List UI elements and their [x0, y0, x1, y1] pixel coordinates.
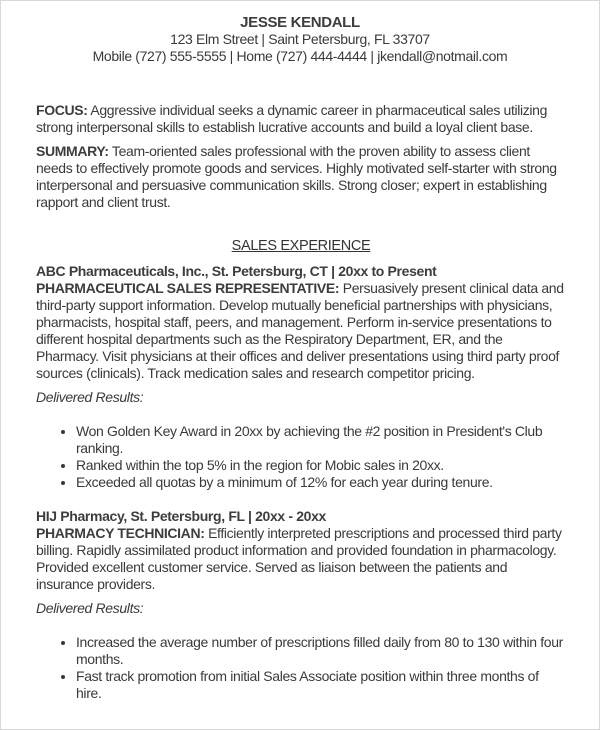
section-title: SALES EXPERIENCE	[231, 238, 371, 254]
contact-info: Mobile (727) 555-5555 | Home (727) 444-4444 | jkendall@notmail.com	[92, 48, 508, 64]
summary-paragraph	[36, 143, 566, 211]
summary-text: Team-oriented sales professional with the proven ability to assess client needs to effectively promote goods and services. Highly motivated self-starter with strong interpersonal and persuasive communication skills. Strong closer; expert in establishing rapport and client trust.	[36, 143, 557, 210]
job-employer: HIJ Pharmacy, St. Petersburg, FL | 20xx - 20xx	[36, 508, 326, 524]
results-label: Delivered Results:	[36, 389, 144, 405]
results-list	[36, 634, 566, 702]
job-entry	[36, 263, 566, 491]
job-employer: ABC Pharmaceuticals, Inc., St. Petersburg, CT | 20xx to Present	[36, 263, 437, 279]
job-title: PHARMACEUTICAL SALES REPRESENTATIVE:	[36, 280, 340, 296]
result-item: • Won Golden Key Award in 20xx by achieving the #2 position in President's Club ranking.	[76, 423, 566, 457]
results-label: Delivered Results:	[36, 600, 144, 616]
focus-label: FOCUS:	[36, 102, 88, 118]
resume-body	[36, 102, 566, 702]
focus-text: Aggressive individual seeks a dynamic career in pharmaceutical sales utilizing strong interpersonal skills to establish lucrative accounts and build a loyal client base.	[36, 102, 548, 135]
job-description-text: Efficiently interpreted prescriptions and processed third party billing. Rapidly assimilated product information and provided foundation in pharmacology. Provided excellent customer service. Served as liaison between the patients and insurance providers.	[36, 525, 562, 592]
result-item: • Increased the average number of prescriptions filled daily from 80 to 130 within four months.	[76, 634, 566, 668]
results-list	[36, 423, 566, 491]
job-title: PHARMACY TECHNICIAN:	[36, 525, 205, 541]
job-description	[36, 525, 566, 593]
result-item: • Ranked within the top 5% in the region for Mobic sales in 20xx.	[76, 457, 566, 474]
candidate-name: JESSE KENDALL	[240, 14, 360, 31]
address: 123 Elm Street | Saint Petersburg, FL 33707	[170, 31, 430, 47]
job-description-text: Persuasively present clinical data and third-party support information. Develop mutually beneficial partnerships with physicians, pharmacists, hospital staff, peers, and management. Perform in-service presentations to different hospital departments such as the Respiratory Department, ER, and the Pharmacy. Visit physicians at their offices and deliver presentations using third party proof sources (clinicals). Track medication sales and research competitor pricing.	[36, 280, 564, 381]
job-description	[36, 280, 566, 382]
resume-header	[1, 14, 599, 65]
result-item: • Fast track promotion from initial Sales Associate position within three months of hire.	[76, 668, 566, 702]
job-entry	[36, 508, 566, 702]
result-item: • Exceeded all quotas by a minimum of 12% for each year during tenure.	[76, 474, 566, 491]
focus-paragraph	[36, 102, 566, 136]
summary-label: SUMMARY:	[36, 143, 109, 159]
